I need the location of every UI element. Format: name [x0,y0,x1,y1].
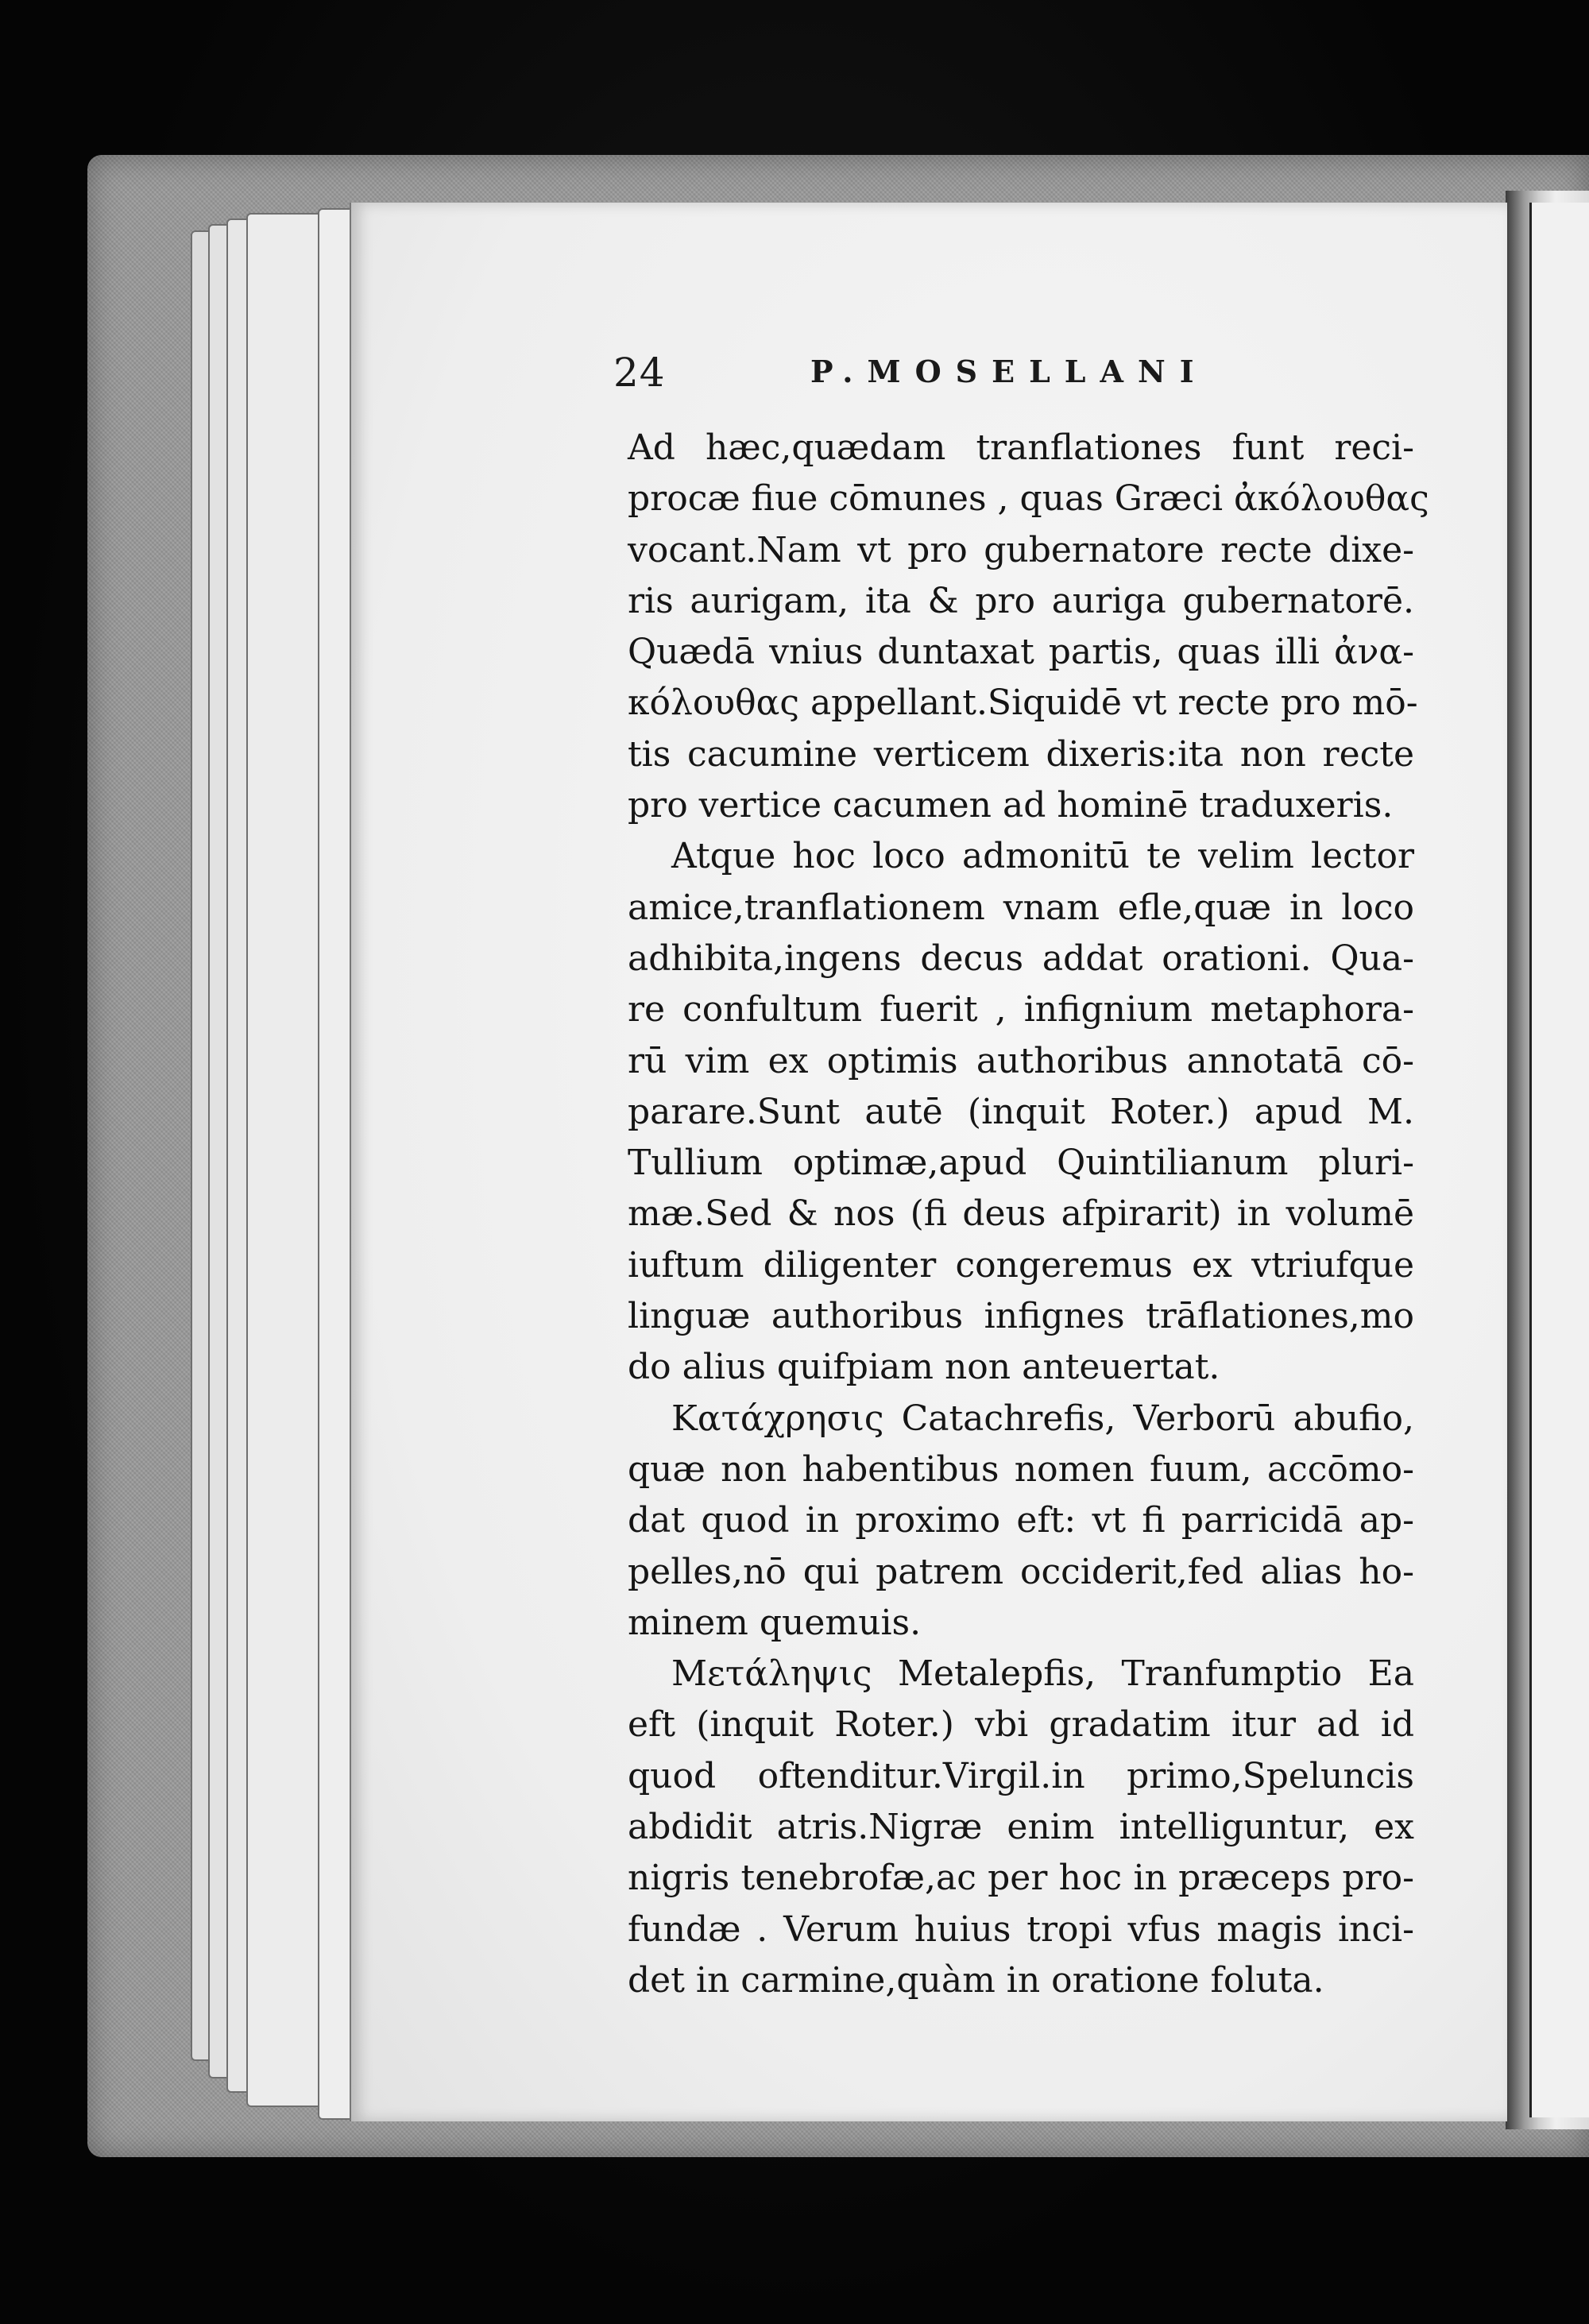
text-line: Ad hæc,quædam tranflationes funt reci- [628,427,1414,468]
text-line: parare.Sunt autē (inquit Roter.) apud M. [628,1091,1414,1132]
text-line: quæ non habentibus nomen fuum, accōmo- [628,1448,1414,1490]
text-line: re confultum fuerit , infignium metaphora- [628,989,1414,1031]
text-line: Atque hoc loco admonitū te velim lector [671,836,1414,877]
text-line: tis cacumine verticem dixeris:ita non recte [628,733,1414,775]
text-line: Μετάληψις Metalepfis, Tranfumptio Ea [671,1653,1414,1695]
text-line: rū vim ex optimis authoribus annotatā cō- [628,1040,1414,1081]
text-line: ris aurigam, ita & pro auriga gubernatorē. [628,580,1414,621]
text-line: Κατάχρησις Catachrefis, Verborū abufio, [671,1398,1414,1439]
text-line: amice,tranflationem vnam efle,quæ in loco [628,887,1414,928]
text-line: eft (inquit Roter.) vbi gradatim itur ad id [628,1704,1414,1746]
text-line: Tullium optimæ,apud Quintilianum pluri- [628,1143,1414,1184]
text-line: vocant.Nam vt pro gubernatore recte dixe- [628,529,1414,570]
text-line: quod oftenditur.Virgil.in primo,Speluncis [628,1755,1414,1796]
text-line: adhibita,ingens decus addat orationi. Qua- [628,938,1414,979]
running-head: P.MOSELLANI [810,354,1208,389]
text-line: nigris tenebrofæ,ac per hoc in præceps pro- [628,1858,1414,1899]
text-line: iuftum diligenter congeremus ex vtriufque [628,1244,1414,1286]
text-line: procæ fiue cōmunes , quas Græci ἀκόλουθας [628,478,1429,520]
facing-page-edge [1529,203,1589,2117]
text-line: linguæ authoribus infignes trāflationes,mo [628,1296,1414,1337]
page-number: 24 [613,350,666,396]
text-line: pro vertice cacumen ad hominē traduxeris. [628,785,1394,826]
text-line: mæ.Sed & nos (fi deus afpirarit) in volumē [628,1193,1414,1235]
text-line: Quædā vnius duntaxat partis, quas illi ἀνα- [628,632,1414,673]
body-text [628,423,1429,2006]
text-line: minem quemuis. [628,1602,922,1643]
text-line: det in carmine,quàm in oratione foluta. [628,1959,1324,2001]
text-line: fundæ . Verum huius tropi vfus magis inci- [628,1908,1414,1950]
text-line: do alius quifpiam non anteuertat. [628,1347,1220,1388]
text-line: dat quod in proximo eft: vt fi parricidā ap- [628,1500,1414,1541]
text-line: κόλουθας appellant.Siquidē vt recte pro mō- [628,683,1418,724]
text-line: abdidit atris.Nigræ enim intelliguntur, ex [628,1807,1414,1848]
text-line: pelles,nō qui patrem occiderit,fed alias ho- [628,1551,1414,1592]
